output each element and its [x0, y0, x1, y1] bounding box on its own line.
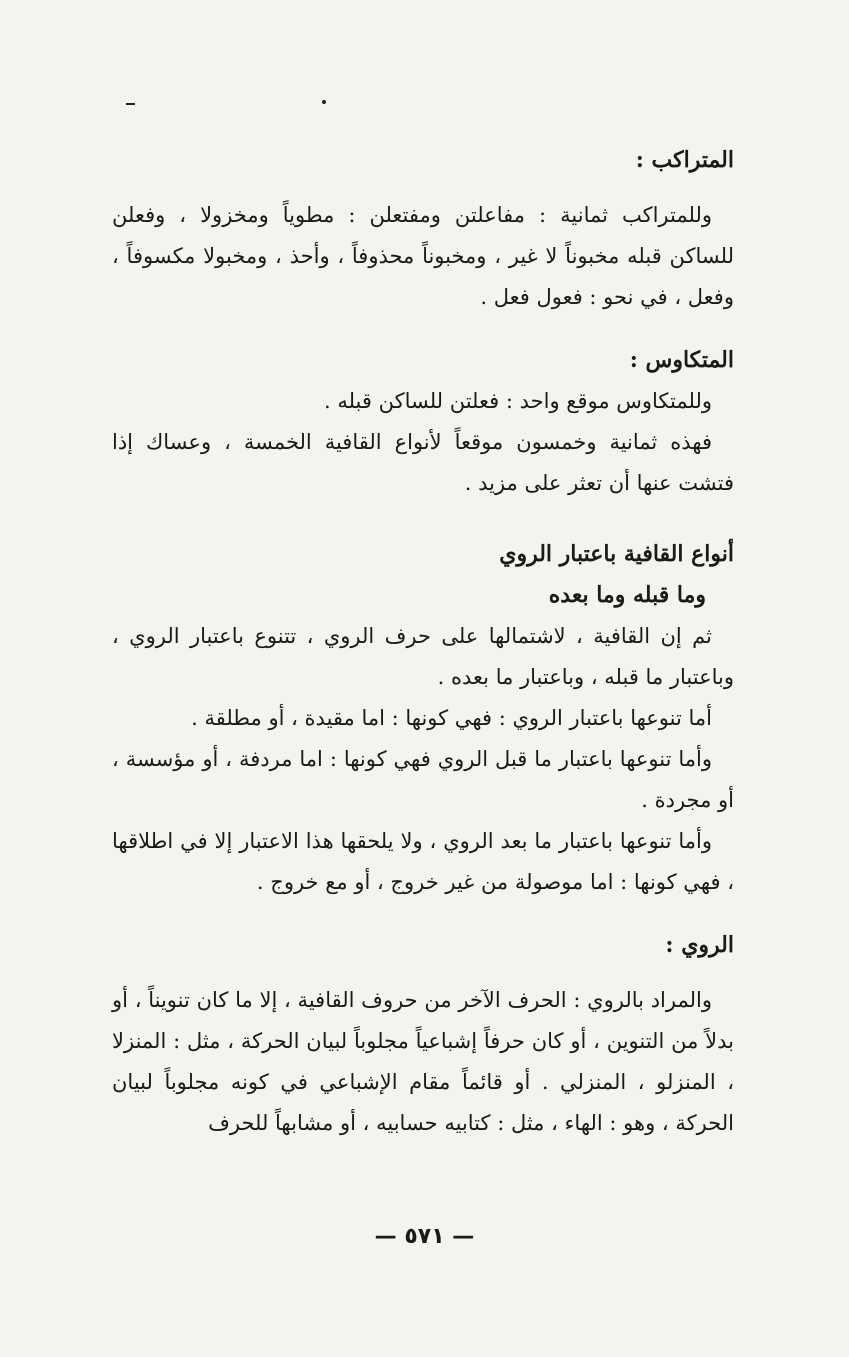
page-body	[112, 140, 734, 1144]
page-number: — ٥٧١ —	[374, 1224, 475, 1249]
section-heading-types: أنواع القافية باعتبار الروي	[499, 541, 734, 567]
paragraph-types-3: وأما تنوعها باعتبار ما قبل الروي فهي كونها : اما مردفة ، أو مؤسسة ، أو مجردة .	[112, 747, 734, 812]
paragraph-mutakawis-2: فهذه ثمانية وخمسون موقعاً لأنواع القافية الخمسة ، وعساك إذا فتشت عنها أن تعثر على مزيد .	[112, 430, 734, 495]
section-heading-mutakawis: المتكاوس :	[629, 347, 734, 373]
paragraph-types-4: وأما تنوعها باعتبار ما بعد الروي ، ولا يلحقها هذا الاعتبار إلا في اطلاقها ، فهي كونها : اما موصولة من غير خروج ، أو مع خروج .	[112, 829, 734, 894]
section-subheading-types: وما قبله وما بعده	[548, 582, 706, 608]
paragraph-rawi: والمراد بالروي : الحرف الآخر من حروف القافية ، إلا ما كان تنويناً ، أو بدلاً من التنوين ، أو كان حرفاً إشباعياً مجلوباً لبيان الحركة ، مثل : المنزلا ، المنزلو ، المنزلي . أو قائماً مقام الإشباعي في كونه مجلوباً لبيان الحركة ، وهو : الهاء ، مثل : كتابيه حسابيه ، أو مشابهاً للحرف	[112, 988, 734, 1135]
section-heading-rawi: الروي :	[665, 932, 734, 958]
section-heading-mutarakib: المتراكب :	[635, 147, 734, 173]
paragraph-mutakawis-1: وللمتكاوس موقع واحد : فعلتن للساكن قبله .	[323, 389, 712, 413]
paragraph-types-1: ثم إن القافية ، لاشتمالها على حرف الروي ، تتنوع باعتبار الروي ، وباعتبار ما قبله ، وباعتبار ما بعده .	[112, 624, 734, 689]
paragraph-mutarakib: وللمتراكب ثمانية : مفاعلتن ومفتعلن : مطوياً ومخزولا ، وفعلن للساكن قبله مخبوناً لا غير ، ومخبوناً محذوفاً ، وأحذ ، ومخبولا مكسوفاً ، وفعل ، في نحو : فعول فعل .	[112, 203, 734, 309]
scan-speck	[322, 100, 326, 104]
scan-speck	[126, 103, 135, 105]
paragraph-types-2: أما تنوعها باعتبار الروي : فهي كونها : اما مقيدة ، أو مطلقة .	[191, 706, 712, 730]
